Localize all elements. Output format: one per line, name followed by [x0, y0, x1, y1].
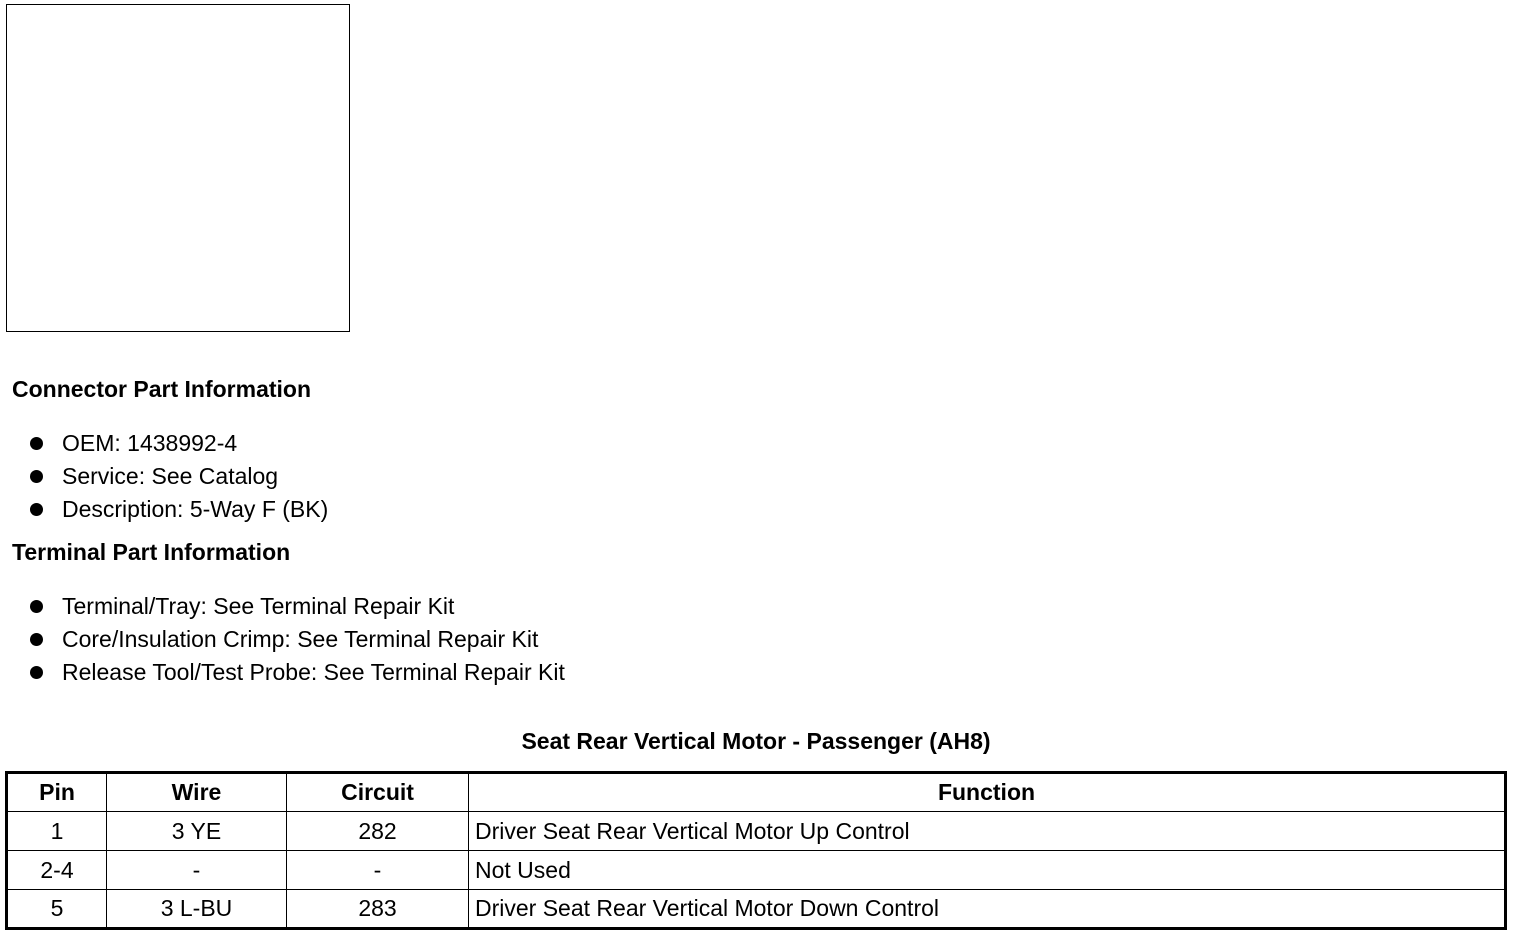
list-item-text: Core/Insulation Crimp: See Terminal Repair Kit	[62, 626, 539, 652]
header-wire: Wire	[107, 773, 287, 812]
table-row	[7, 812, 1506, 851]
header-function: Function	[469, 773, 1506, 812]
list-item	[28, 493, 328, 526]
terminal-part-info-list	[28, 590, 565, 689]
list-item-text: Terminal/Tray: See Terminal Repair Kit	[62, 593, 455, 619]
cell-function: Driver Seat Rear Vertical Motor Down Control	[469, 890, 1506, 929]
table-header-row	[7, 773, 1506, 812]
header-pin: Pin	[7, 773, 107, 812]
terminal-part-info-heading: Terminal Part Information	[12, 539, 291, 565]
list-item-text: Service: See Catalog	[62, 463, 279, 489]
bullet-dot-icon	[30, 503, 43, 516]
list-item	[28, 623, 565, 656]
list-item-text: Description: 5-Way F (BK)	[62, 496, 329, 522]
list-item-text: Release Tool/Test Probe: See Terminal Repair Kit	[62, 659, 565, 685]
cell-circuit: 283	[287, 890, 469, 929]
table-title: Seat Rear Vertical Motor - Passenger (AH8)	[521, 728, 991, 754]
bullet-dot-icon	[30, 470, 43, 483]
cell-wire: 3 L-BU	[107, 890, 287, 929]
bullet-dot-icon	[30, 633, 43, 646]
list-item	[28, 460, 328, 493]
cell-function: Driver Seat Rear Vertical Motor Up Control	[469, 812, 1506, 851]
connector-part-info-heading: Connector Part Information	[12, 376, 312, 402]
connector-image-placeholder	[6, 4, 350, 332]
cell-circuit: -	[287, 851, 469, 890]
connector-part-info-list	[28, 427, 328, 526]
cell-pin: 2-4	[7, 851, 107, 890]
cell-wire: 3 YE	[107, 812, 287, 851]
list-item	[28, 656, 565, 689]
list-item	[28, 590, 565, 623]
bullet-dot-icon	[30, 600, 43, 613]
cell-pin: 1	[7, 812, 107, 851]
list-item-text: OEM: 1438992-4	[62, 430, 238, 456]
pinout-table	[5, 771, 1507, 930]
table-row	[7, 851, 1506, 890]
bullet-dot-icon	[30, 666, 43, 679]
cell-circuit: 282	[287, 812, 469, 851]
table-row	[7, 890, 1506, 929]
cell-pin: 5	[7, 890, 107, 929]
cell-wire: -	[107, 851, 287, 890]
bullet-dot-icon	[30, 437, 43, 450]
cell-function: Not Used	[469, 851, 1506, 890]
list-item	[28, 427, 328, 460]
header-circuit: Circuit	[287, 773, 469, 812]
